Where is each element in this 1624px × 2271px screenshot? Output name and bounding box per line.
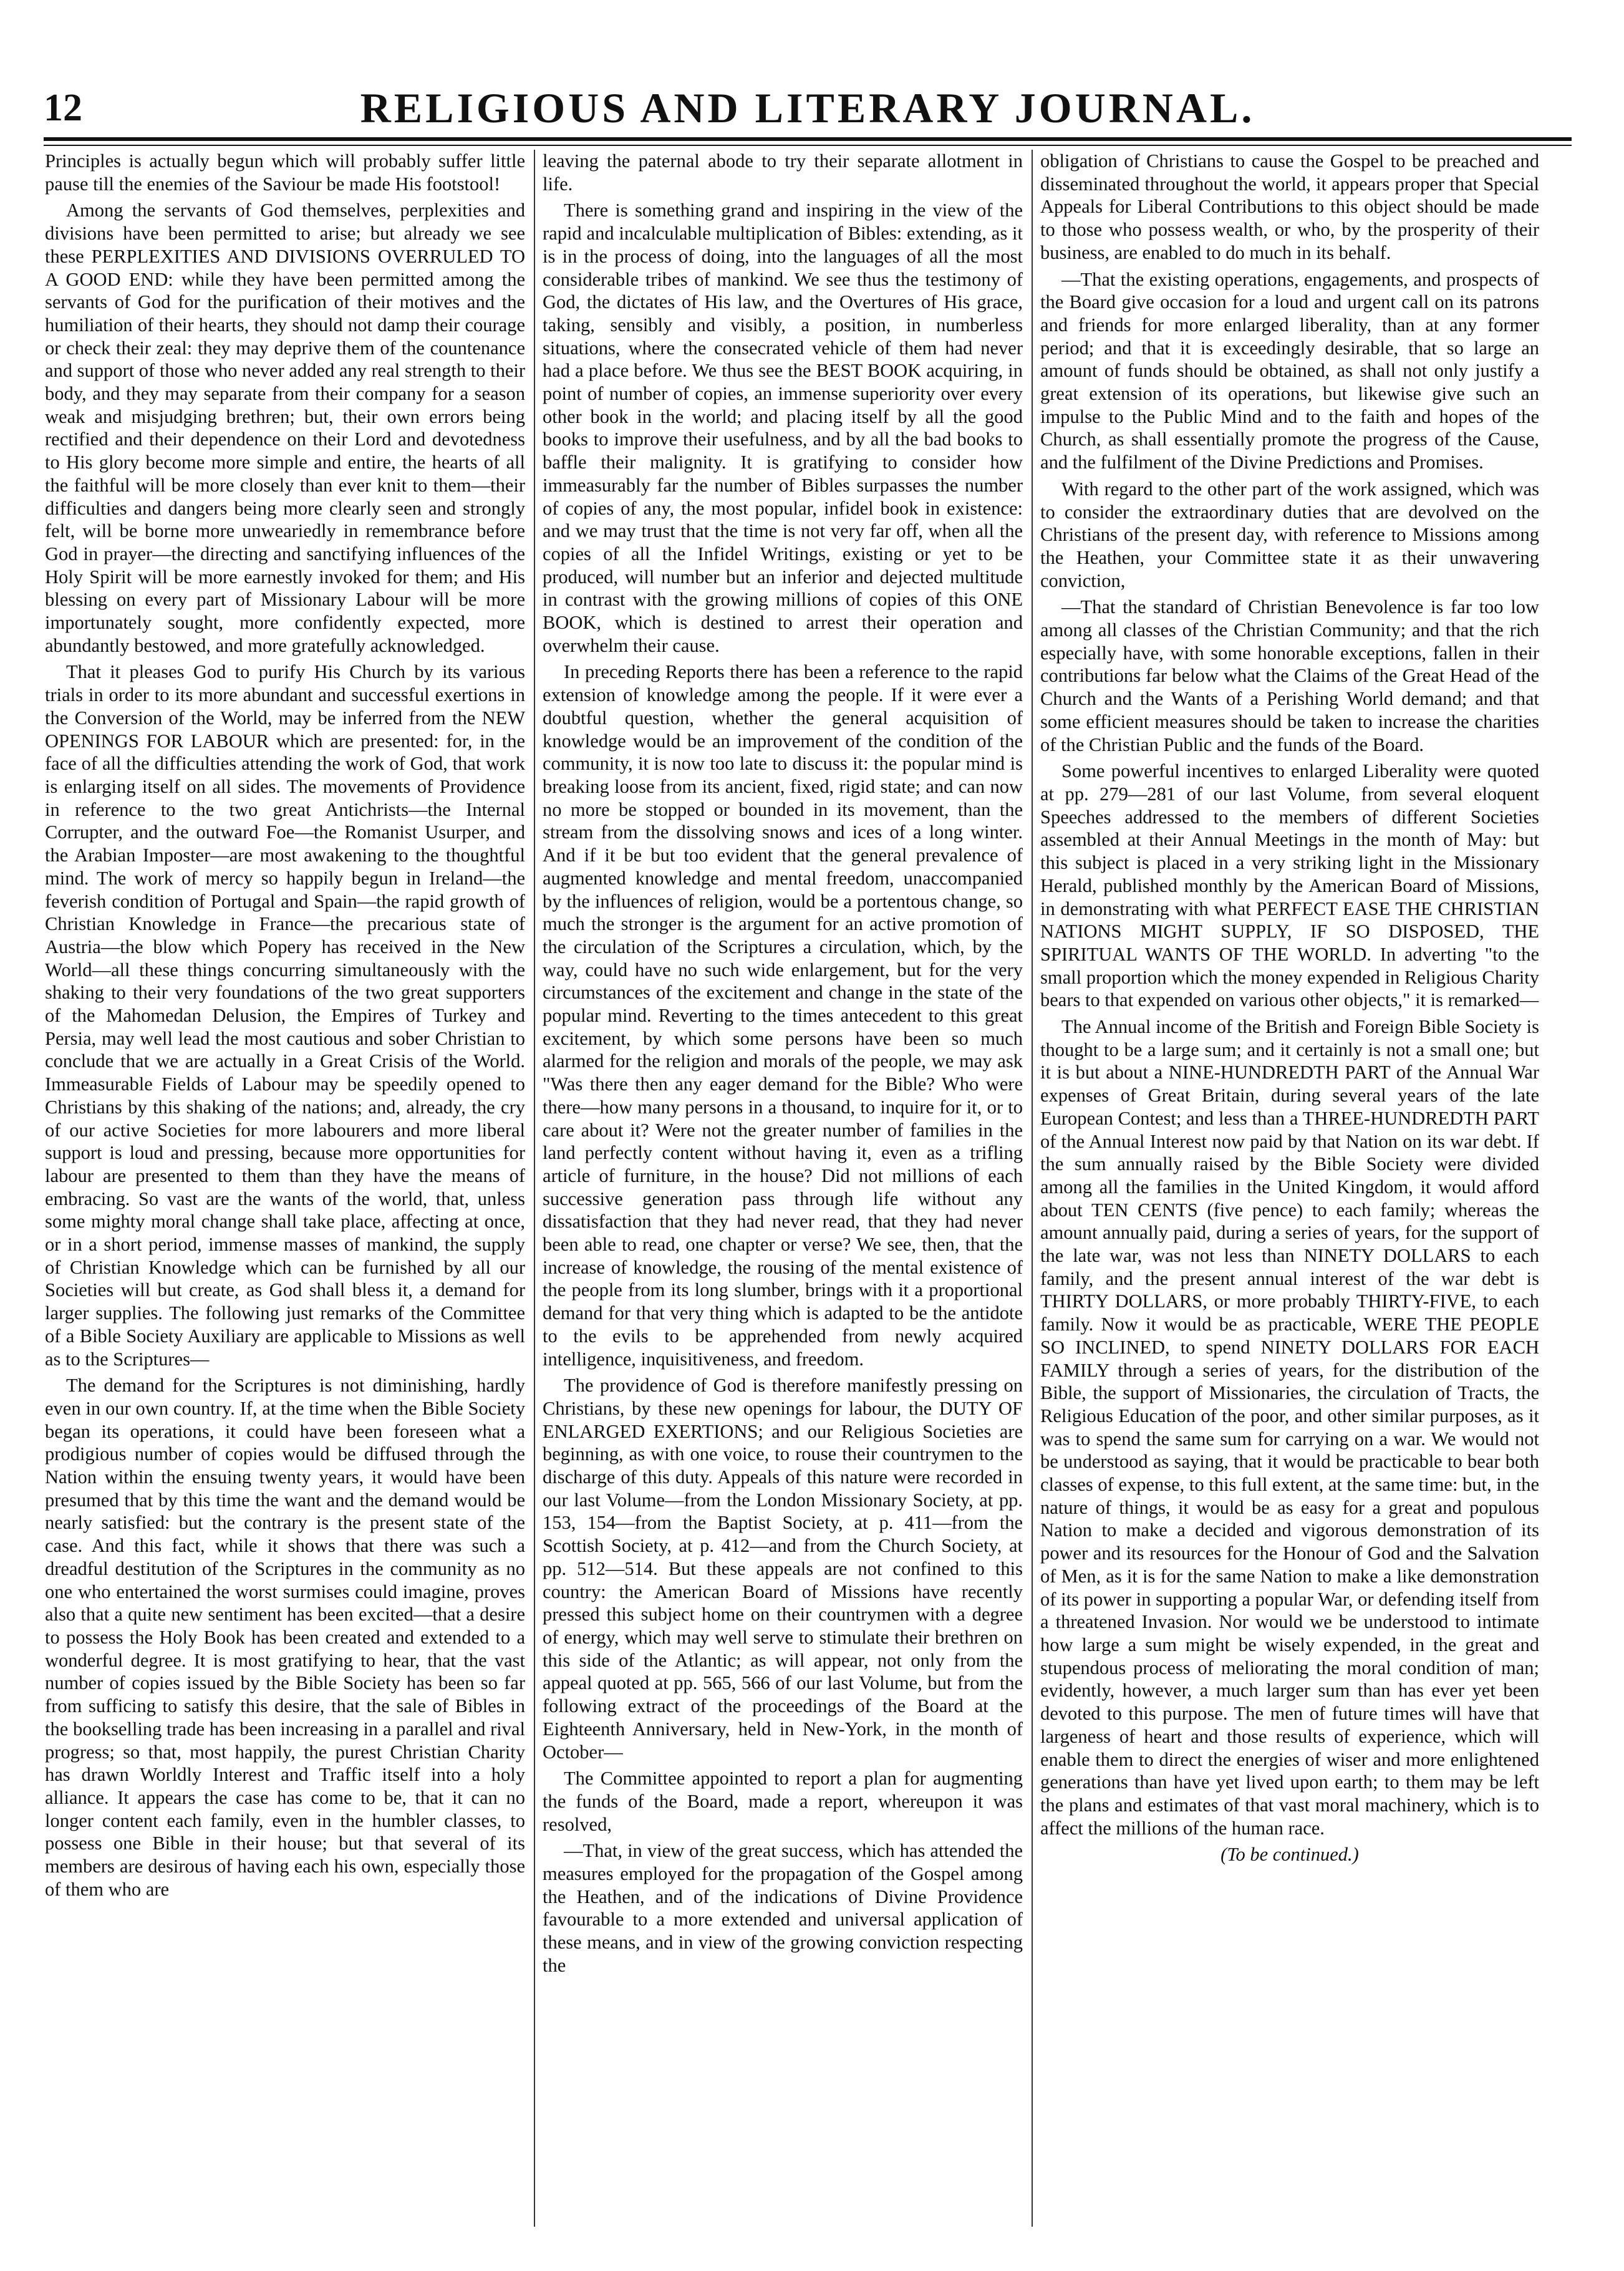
- page-number: 12: [44, 87, 82, 129]
- paragraph: —That the standard of Christian Benevolence is far too low among all classes of the Christian Community; and that the rich especially have, with some honorable exceptions, fallen in their contributions far below what the Claims of the Great Head of the Church and the Wants of a Perishing World demand; and that some efficient measures should be taken to increase the charities of the Christian Public and the funds of the Board.: [1040, 596, 1539, 755]
- column-divider: [1032, 150, 1033, 2227]
- paragraph: The providence of God is therefore manifestly pressing on Christians, by these new openings for labour, the DUTY OF ENLARGED EXERTIONS; and our Religious Societies are beginning, as with one voice, to rouse their countrymen to the discharge of this duty. Appeals of this nature were recorded in our last Volume—from the London Missionary Society, at pp. 153, 154—from the Baptist Society, at p. 411—from the Scottish Society, at p. 412—and from the Church Society, at pp. 512—514. But these appeals are not confined to this country: the American Board of Missions have recently pressed this subject home on their countrymen with a degree of energy, which may well serve to stimulate their brethren on this side of the Atlantic; as will appear, not only from the appeal quoted at pp. 565, 566 of our last Volume, but from the following extract of the proceedings of the Board at the Eighteenth Anniversary, held in New-York, in the month of October—: [543, 1375, 1023, 1763]
- text-column-1: [45, 150, 525, 2227]
- paragraph: There is something grand and inspiring in the view of the rapid and incalculable multiplication of Bibles: extending, as it is in the process of doing, into the languages of all the most considerable tribes of mankind. We see thus the testimony of God, the dictates of His law, and the Overtures of His grace, taking, sensibly and visibly, a position, in numberless situations, where the consecrated vehicle of them had never had a place before. We thus see the BEST BOOK acquiring, in point of number of copies, an immense superiority over every other book in the world; and placing itself by all the good books to improve their usefulness, and by all the bad books to baffle their malignity. It is gratifying to consider how immeasurably far the number of Bibles surpasses the number of copies of any, the most popular, infidel book in existence: and we may trust that the time is not very far off, when all the copies of all the Infidel Writings, existing or yet to be produced, will number but an inferior and dejected multitude in contrast with the growing millions of copies of this ONE BOOK, which is destined to arrest their operation and overwhelm their cause.: [543, 200, 1023, 656]
- paragraph: obligation of Christians to cause the Gospel to be preached and disseminated throughout the world, it appears proper that Special Appeals for Liberal Contributions to this object should be made to those who possess wealth, or who, by the prosperity of their business, are enabled to do much in its behalf.: [1040, 150, 1539, 263]
- paragraph: With regard to the other part of the work assigned, which was to consider the extraordinary duties that are devolved on the Christians of the present day, with reference to Missions among the Heathen, your Committee state it as their unwavering conviction,: [1040, 478, 1539, 591]
- paragraph: That it pleases God to purify His Church by its various trials in order to its more abundant and successful exertions in the Conversion of the World, may be inferred from the NEW OPENINGS FOR LABOUR which are presented: for, in the face of all the difficulties attending the work of God, that work is enlarging itself on all sides. The movements of Providence in reference to the two great Antichrists—the Internal Corrupter, and the outward Foe—the Romanist Usurper, and the Arabian Imposter—are most awakening to the thoughtful mind. The work of mercy so happily begun in Ireland—the feverish condition of Portugal and Spain—the rapid growth of Christian Knowledge in France—the precarious state of Austria—the blow which Popery has received in the New World—all these things concurring simultaneously with the shaking to their very foundations of the two great supporters of the Mahomedan Delusion, the Empires of Turkey and Persia, may well lead the most cautious and sober Christian to conclude that we are actually in a Great Crisis of the World. Immeasurable Fields of Labour may be speedily opened to Christians by this shaking of the nations; and, already, the cry of our active Societies for more labourers and more liberal support is loud and pressing, because more opportunities for labour are presented to them than they have the means of embracing. So vast are the wants of the world, that, unless some mighty moral change shall take place, affecting at once, or in a short period, immense masses of mankind, the supply of Christian Knowledge which can be furnished by all our Societies will but create, as God shall bless it, a demand for larger supplies. The following just remarks of the Committee of a Bible Society Auxiliary are applicable to Missions as well as to the Scriptures—: [45, 661, 525, 1370]
- paragraph: The Annual income of the British and Foreign Bible Society is thought to be a large sum; and it certainly is not a small one; but it is but about a NINE-HUNDREDTH PART of the Annual War expenses of Great Britain, during several years of the late European Contest; and less than a THREE-HUNDREDTH PART of the Annual Interest now paid by that Nation on its war debt. If the sum annually raised by the Bible Society were divided among all the families in the United Kingdom, it would afford about TEN CENTS (five pence) to each family; whereas the amount annually paid, during a series of years, for the support of the late war, was not less than NINETY DOLLARS to each family, and the present annual interest of the war debt is THIRTY DOLLARS, or more probably THIRTY-FIVE, to each family. Now it would be as practicable, WERE THE PEOPLE SO INCLINED, to spend NINETY DOLLARS FOR EACH FAMILY through a series of years, for the distribution of the Bible, the support of Missionaries, the circulation of Tracts, the Religious Education of the poor, and other similar purposes, as it was to spend the same sum for carrying on a war. We would not be understood as saying, that it would be practicable to bear both classes of expense, to this full extent, at the same time: but, in the nature of things, it would be as easy for a great and populous Nation to make a decided and vigorous demonstration of its power and its resources for the Honour of God and the Salvation of Men, as it is for the same Nation to make a like demonstration of its power in supporting a popular War, or defending itself from a threatened Invasion. Nor would we be understood to intimate how large a sum might be wisely expended, in the great and stupendous process of meliorating the moral condition of man; evidently, however, a much larger sum than has ever yet been devoted to this purpose. The men of future times will have that largeness of heart and those results of experience, which will enable them to direct the energies of wiser and more enlightened generations than have yet lived upon earth; to them may be left the plans and estimates of that vast moral machinery, which is to affect the millions of the human race.: [1040, 1016, 1539, 1839]
- paragraph: Among the servants of God themselves, perplexities and divisions have been permitted to arise; but already we see these PERPLEXITIES AND DIVISIONS OVERRULED TO A GOOD END: while they have been permitted among the servants of God for the purification of their motives and the humiliation of their hearts, they should not damp their courage or check their zeal: they may deprive them of the countenance and support of those who never added any real strength to their body, and they may separate from their company for a season weak and misjudging brethren; but, their own errors being rectified and their dependence on their Lord and devotedness to His glory become more simple and entire, the hearts of all the faithful will be more closely than ever knit to them—their difficulties and dangers being more clearly seen and strongly felt, will be borne more unweariedly in remembrance before God in prayer—the directing and sanctifying influences of the Holy Spirit will be more earnestly invoked for them; and His blessing on every part of Missionary Labour will be more importunately sought, more confidently expected, more abundantly bestowed, and more gratefully acknowledged.: [45, 200, 525, 656]
- paragraph: —That the existing operations, engagements, and prospects of the Board give occasion for a loud and urgent call on its patrons and friends for more enlarged liberality, than at any former period; and that it is exceedingly desirable, that so large an amount of funds should be obtained, as shall not only justify a great extension of its operations, but likewise give such an impulse to the Public Mind and to the faith and hopes of the Church, as shall essentially promote the progress of the Cause, and the fulfilment of the Divine Predictions and Promises.: [1040, 268, 1539, 473]
- paragraph: The Committee appointed to report a plan for augmenting the funds of the Board, made a report, whereupon it was resolved,: [543, 1768, 1023, 1835]
- paragraph: leaving the paternal abode to try their separate allotment in life.: [543, 150, 1023, 195]
- column-divider: [534, 150, 535, 2227]
- continuation-note: (To be continued.): [1220, 1844, 1359, 1866]
- header-rule: [44, 137, 1572, 141]
- journal-title: RELIGIOUS AND LITERARY JOURNAL.: [360, 84, 1255, 132]
- paragraph: Some powerful incentives to enlarged Liberality were quoted at pp. 279—281 of our last Volume, from several eloquent Speeches addressed to the members of different Societies assembled at their Annual Meetings in the month of May: but this subject is placed in a very striking light in the Missionary Herald, published monthly by the American Board of Missions, in demonstrating with what PERFECT EASE THE CHRISTIAN NATIONS MIGHT SUPPLY, IF SO DISPOSED, THE SPIRITUAL WANTS OF THE WORLD. In adverting "to the small proportion which the money expended in Religious Charity bears to that expended on various other objects," it is remarked—: [1040, 760, 1539, 1011]
- paragraph: —That, in view of the great success, which has attended the measures employed for the propagation of the Gospel among the Heathen, and of the indications of Divine Providence favourable to a more extended and universal application of these means, and in view of the growing conviction respecting the: [543, 1840, 1023, 1976]
- page-header: [44, 80, 1572, 136]
- paragraph: The demand for the Scriptures is not diminishing, hardly even in our own country. If, at the time when the Bible Society began its operations, it could have been foreseen what a prodigious number of copies would be diffused through the Nation within the ensuing twenty years, it would have been presumed that by this time the want and the demand would be nearly satisfied: but the contrary is the present state of the case. And this fact, while it shows that there was such a dreadful destitution of the Scriptures in the community as no one who entertained the worst surmises could imagine, proves also that a quite new sentiment has been excited—that a desire to possess the Holy Book has been created and extended to a wonderful degree. It is most gratifying to hear, that the vast number of copies issued by the Bible Society has been so far from sufficing to satisfy this desire, that the sale of Bibles in the bookselling trade has been increasing in a parallel and rival progress; so that, most happily, the purest Christian Charity has drawn Worldly Interest and Traffic itself into a holy alliance. It appears the case has come to be, that it can no longer content each family, even in the humbler classes, to possess one Bible in their house; but that several of its members are desirous of having each his own, especially those of them who are: [45, 1375, 525, 1900]
- text-column-2: [543, 150, 1023, 2227]
- header-rule-thin: [44, 145, 1572, 146]
- text-column-3: [1040, 150, 1539, 2227]
- paragraph: Principles is actually begun which will probably suffer little pause till the enemies of the Saviour be made His footstool!: [45, 150, 525, 195]
- paragraph: In preceding Reports there has been a reference to the rapid extension of knowledge among the people. If it were ever a doubtful question, whether the general acquisition of knowledge would be an improvement of the condition of the community, it is now too late to discuss it: the popular mind is breaking loose from its ancient, fixed, rigid state; and can now no more be stopped or bounded in its movement, than the stream from the dissolving snows and ices of a long winter. And if it be but too evident that the general prevalence of augmented knowledge and mental freedom, unaccompanied by the influences of religion, would be a portentous change, so much the stronger is the argument for an active promotion of the circulation of the Scriptures a circulation, which, by the way, could have no such wide enlargement, but for the very circumstances of the excitement and change in the state of the popular mind. Reverting to the times antecedent to this great excitement, by which some persons have been so much alarmed for the religion and morals of the people, we may ask "Was there then any eager demand for the Bible? Who were there—how many persons in a thousand, to inquire for it, or to care about it? Were not the greater number of families in the land perfectly content without having it, even as a trifling article of furniture, in the house? Did not millions of each successive generation pass through life without any dissatisfaction that they had never read, that they had never been able to read, one chapter or verse? We see, then, that the increase of knowledge, the rousing of the mental existence of the people from its long slumber, brings with it a proportional demand for that very thing which is adapted to be the antidote to the evils to be apprehended from newly acquired intelligence, inquisitiveness, and freedom.: [543, 661, 1023, 1370]
